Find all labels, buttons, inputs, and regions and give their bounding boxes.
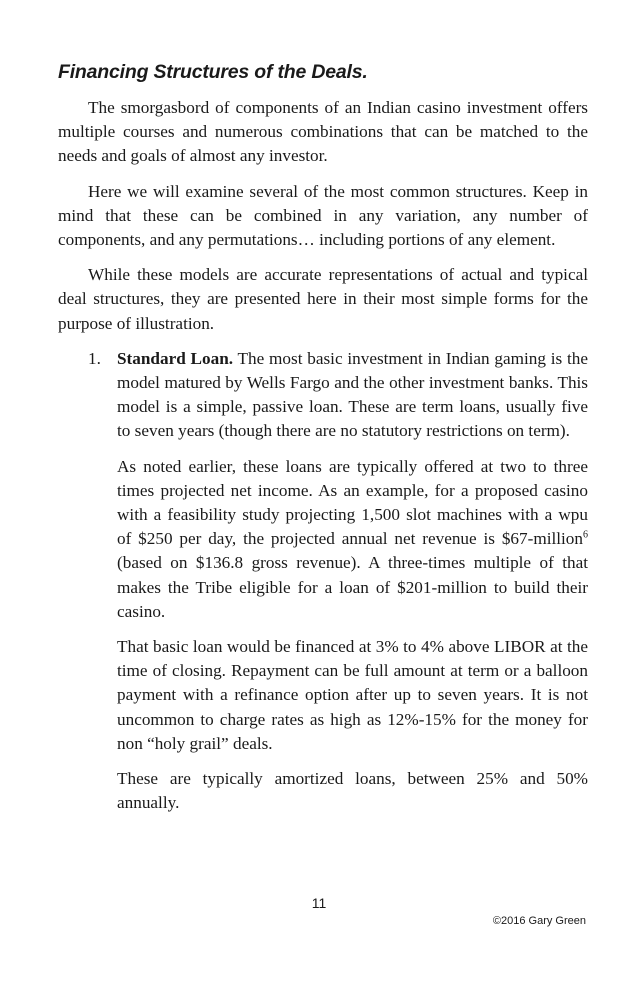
footnote-marker: 6 (583, 529, 588, 541)
page-body (58, 58, 588, 826)
standard-loan-example (117, 455, 588, 624)
standard-loan-title: Standard Loan. (117, 348, 234, 368)
paragraph-intro: The smorgasbord of components of an Indian casino investment offers multiple courses and numerous combinations that can be matched to the needs and goals of almost any investor. (58, 98, 588, 166)
numbered-list (58, 347, 588, 816)
paragraph-structures: Here we will examine several of the most common structures. Keep in mind that these can be combined in any variation, any number of components, and any permutations… including portions of any element. (58, 181, 588, 250)
page-number: 11 (311, 895, 327, 911)
section-heading: Financing Structures of the Deals. (58, 61, 368, 83)
standard-loan-intro (117, 347, 588, 444)
example-text-after: (based on $136.8 gross revenue). A three-times multiple of that makes the Tribe eligible for a loan of $201-million to build their casino. (117, 553, 588, 621)
list-item-standard-loan (58, 347, 588, 816)
standard-loan-financing: That basic loan would be financed at 3% to 4% above LIBOR at the time of closing. Repayment can be full amount at term or a balloon payment with a refinance option after up to seven years. It is not uncommon to charge rates as high as 12%-15% for the money for non “holy grail” deals. (117, 637, 588, 753)
standard-loan-amortization: These are typically amortized loans, between 25% and 50% annually. (117, 769, 588, 813)
standard-loan-intro-text: The most basic investment in Indian gaming is the model matured by Wells Fargo and the other investment banks. This model is a simple, passive loan. These are term loans, usually five to seven years (though there are no statutory restrictions on term). (117, 348, 588, 441)
copyright-notice: ©2016 Gary Green (492, 915, 586, 927)
example-text-before: As noted earlier, these loans are typically offered at two to three times projected net income. As an example, for a proposed casino with a feasibility study projecting 1,500 slot machines with a wpu of $250 per day, the projected annual net revenue is $67-million (117, 456, 588, 549)
list-number: 1. (88, 348, 101, 368)
paragraph-models: While these models are accurate representations of actual and typical deal structures, they are presented here in their most simple forms for the purpose of illustration. (58, 265, 588, 333)
